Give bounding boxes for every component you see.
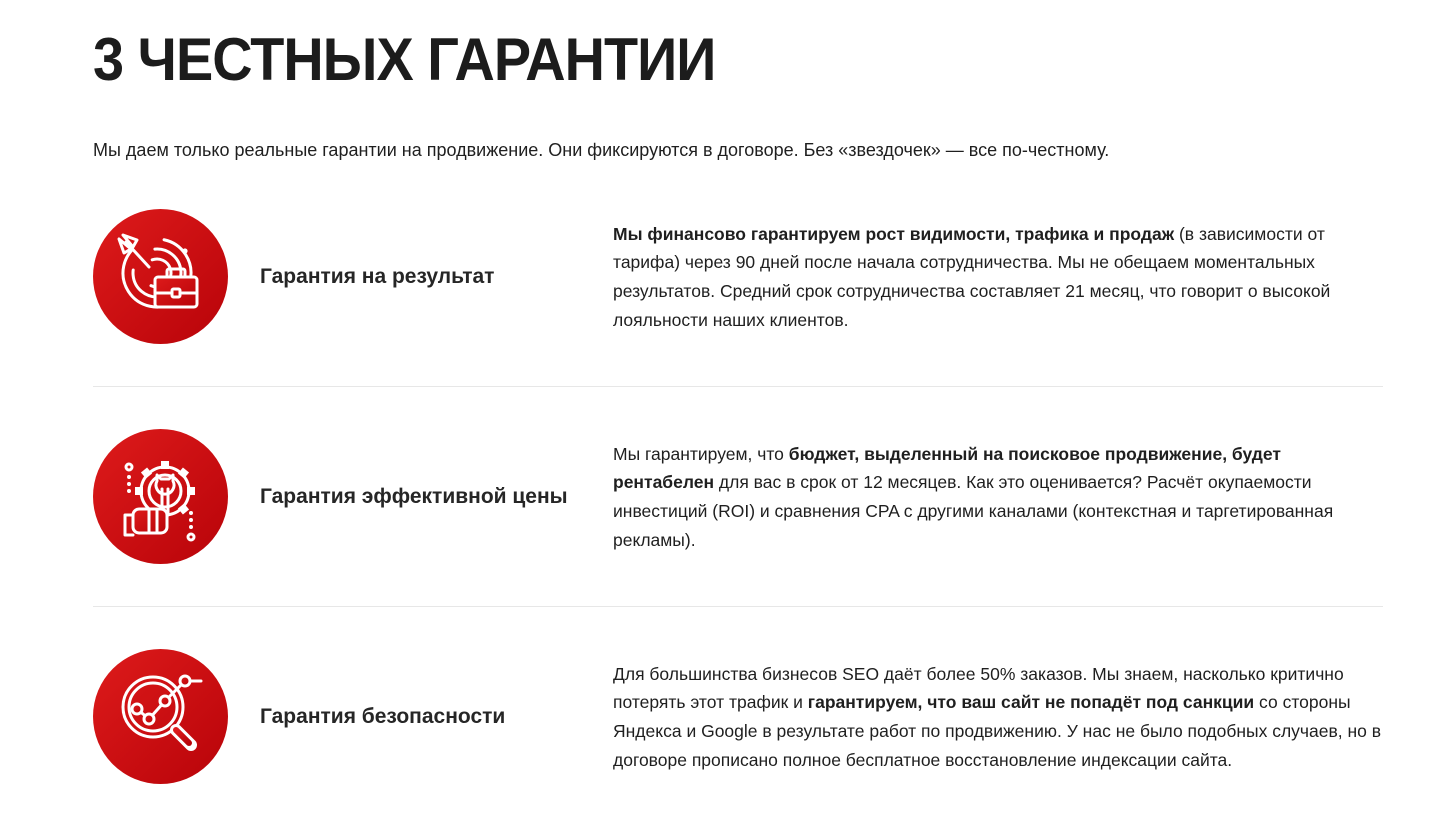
- guarantee-title: Гарантия безопасности: [260, 704, 506, 728]
- guarantee-description: Мы гарантируем, что бюджет, выделенный на поисковое продвижение, будет рентабелен для вас в срок от 12 месяцев. Как это оценивается? Расчёт окупаемости инвестиций (ROI) и сравнения CPA с другими каналами (контекстная и таргетированная рекламы).: [613, 443, 1334, 550]
- page-subtitle: Мы даем только реальные гарантии на продвижение. Они фиксируются в договоре. Без «звездочек» — все по-честному.: [93, 140, 1110, 160]
- gear-wrench-hand-icon: [93, 429, 228, 564]
- icon-cell: [93, 429, 260, 564]
- guarantee-description: Для большинства бизнесов SEO даёт более 50% заказов. Мы знаем, насколько критично потерять этот трафик и гарантируем, что ваш сайт не попадёт под санкции со стороны Яндекса и Google в результате работ по продвижению. У нас не было подобных случаев, но в договоре прописано полное бесплатное восстановление индексации сайта.: [613, 663, 1382, 770]
- guarantees-list: [93, 209, 1383, 826]
- guarantee-row-price: [93, 386, 1383, 606]
- guarantee-title: Гарантия на результат: [260, 264, 495, 288]
- guarantee-description: Мы финансово гарантируем рост видимости, трафика и продаж (в зависимости от тарифа) через 90 дней после начала сотрудничества. Мы не обещаем моментальных результатов. Средний срок сотрудничества составляет 21 месяц, что говорит о высокой лояльности наших клиентов.: [613, 223, 1331, 330]
- icon-cell: [93, 649, 260, 784]
- guarantee-row-result: [93, 209, 1383, 386]
- target-arrow-briefcase-icon: [93, 209, 228, 344]
- page-title: 3 ЧЕСТНЫХ ГАРАНТИИ: [93, 26, 716, 93]
- guarantee-title: Гарантия эффективной цены: [260, 484, 568, 508]
- magnifier-chart-icon: [93, 649, 228, 784]
- icon-cell: [93, 209, 260, 344]
- guarantee-row-safety: [93, 606, 1383, 826]
